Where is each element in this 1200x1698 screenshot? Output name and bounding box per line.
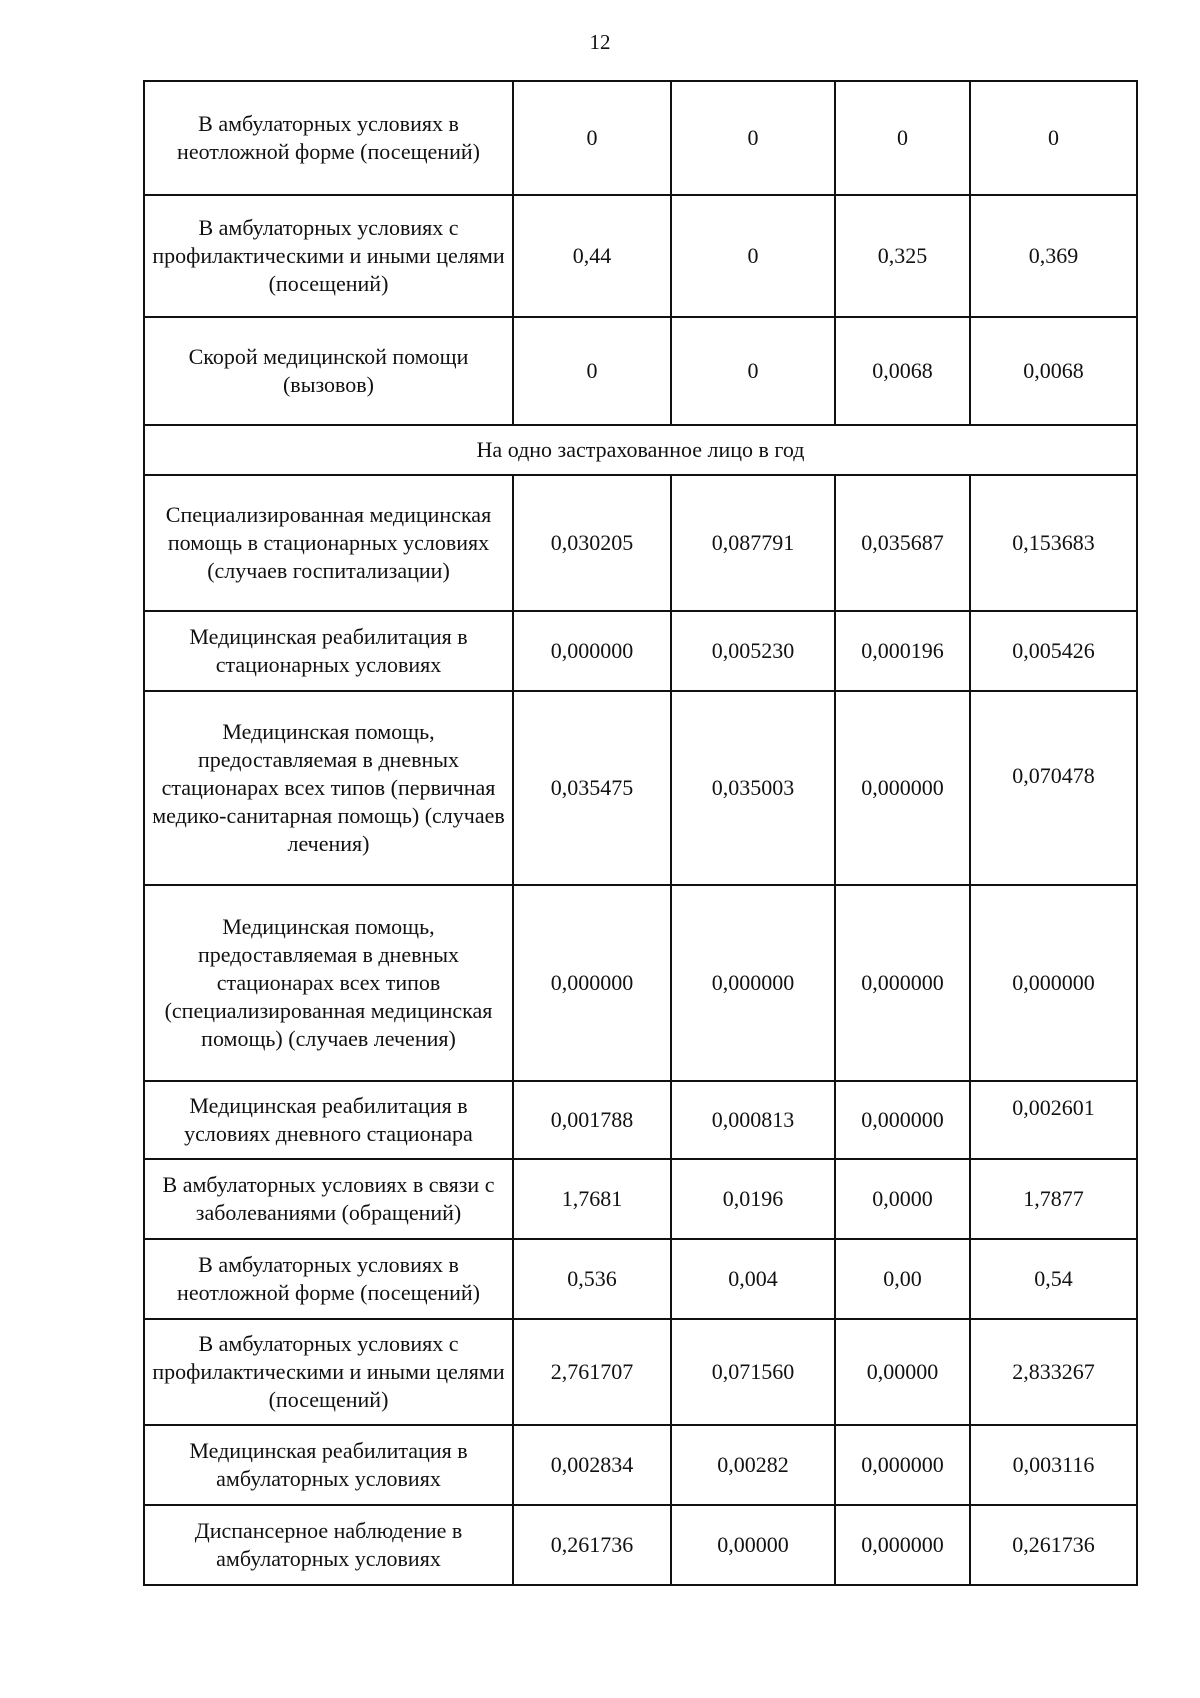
value-cell: 0 xyxy=(671,317,835,425)
value-cell: 0,003116 xyxy=(970,1425,1137,1505)
row-label: Медицинская помощь, предоставляемая в дневных стационарах всех типов (первичная медико-санитарная помощь) (случаев лечения) xyxy=(144,691,513,885)
page-number: 12 xyxy=(589,30,611,54)
value-cell: 1,7681 xyxy=(513,1159,671,1239)
value-cell: 0,44 xyxy=(513,195,671,317)
row-label: В амбулаторных условиях в неотложной форме (посещений) xyxy=(144,81,513,195)
value-cell: 0,005230 xyxy=(671,611,835,691)
value-cell: 0,0000 xyxy=(835,1159,970,1239)
table-row xyxy=(144,195,1137,317)
value-cell: 0,035475 xyxy=(513,691,671,885)
indicators-table xyxy=(143,80,1138,1586)
value-cell: 0,000000 xyxy=(835,1081,970,1159)
table-row xyxy=(144,1081,1137,1159)
value-cell: 0,0068 xyxy=(970,317,1137,425)
table-row xyxy=(144,81,1137,195)
table-row xyxy=(144,885,1137,1081)
value-cell: 0,000813 xyxy=(671,1081,835,1159)
table-row xyxy=(144,691,1137,885)
value-cell: 2,761707 xyxy=(513,1319,671,1425)
table-row xyxy=(144,1505,1137,1585)
value-cell: 0,54 xyxy=(970,1239,1137,1319)
value-cell: 0,005426 xyxy=(970,611,1137,691)
value-cell: 0,261736 xyxy=(970,1505,1137,1585)
row-label: Медицинская реабилитация в условиях дневного стационара xyxy=(144,1081,513,1159)
value-cell: 0,325 xyxy=(835,195,970,317)
value-cell: 0 xyxy=(671,195,835,317)
value-cell: 0,000000 xyxy=(835,1425,970,1505)
value-cell: 0,087791 xyxy=(671,475,835,611)
table-row xyxy=(144,317,1137,425)
row-label: Специализированная медицинская помощь в стационарных условиях (случаев госпитализации) xyxy=(144,475,513,611)
value-cell: 0 xyxy=(513,81,671,195)
value-cell: 0,000000 xyxy=(835,885,970,1081)
section-header-row xyxy=(144,425,1137,475)
value-cell xyxy=(970,1081,1137,1159)
table-row xyxy=(144,1425,1137,1505)
value-cell xyxy=(970,691,1137,885)
row-label: В амбулаторных условиях с профилактическими и иными целями (посещений) xyxy=(144,195,513,317)
row-label: Медицинская помощь, предоставляемая в дневных стационарах всех типов (специализированная медицинская помощь) (случаев лечения) xyxy=(144,885,513,1081)
value-text: 0,002601 xyxy=(1012,1095,1095,1121)
row-label: Медицинская реабилитация в стационарных условиях xyxy=(144,611,513,691)
value-cell: 2,833267 xyxy=(970,1319,1137,1425)
value-cell: 0,00000 xyxy=(835,1319,970,1425)
table-row xyxy=(144,1319,1137,1425)
value-cell: 0,071560 xyxy=(671,1319,835,1425)
value-cell: 0,00282 xyxy=(671,1425,835,1505)
value-cell: 0,000000 xyxy=(835,1505,970,1585)
value-cell: 0,000000 xyxy=(970,885,1137,1081)
value-text: 0,070478 xyxy=(1012,763,1095,789)
value-cell: 0 xyxy=(671,81,835,195)
value-cell: 0 xyxy=(513,317,671,425)
value-cell: 0,536 xyxy=(513,1239,671,1319)
table-row xyxy=(144,1159,1137,1239)
table-row xyxy=(144,475,1137,611)
value-cell: 0,0196 xyxy=(671,1159,835,1239)
value-cell: 0,000196 xyxy=(835,611,970,691)
section-header: На одно застрахованное лицо в год xyxy=(144,425,1137,475)
value-cell: 0,00000 xyxy=(671,1505,835,1585)
table-row xyxy=(144,1239,1137,1319)
value-cell: 0,001788 xyxy=(513,1081,671,1159)
value-cell: 0 xyxy=(970,81,1137,195)
value-cell: 0,369 xyxy=(970,195,1137,317)
value-cell: 0,261736 xyxy=(513,1505,671,1585)
table-row xyxy=(144,611,1137,691)
value-cell: 0,030205 xyxy=(513,475,671,611)
value-cell: 0,035687 xyxy=(835,475,970,611)
value-cell: 0,000000 xyxy=(513,885,671,1081)
value-cell: 0,035003 xyxy=(671,691,835,885)
row-label: В амбулаторных условиях с профилактическими и иными целями (посещений) xyxy=(144,1319,513,1425)
value-cell: 0,004 xyxy=(671,1239,835,1319)
value-cell: 0,000000 xyxy=(835,691,970,885)
row-label: Медицинская реабилитация в амбулаторных условиях xyxy=(144,1425,513,1505)
value-cell: 0,000000 xyxy=(513,611,671,691)
value-cell: 0,000000 xyxy=(671,885,835,1081)
row-label: В амбулаторных условиях в связи с заболеваниями (обращений) xyxy=(144,1159,513,1239)
row-label: Диспансерное наблюдение в амбулаторных условиях xyxy=(144,1505,513,1585)
value-cell: 0,002834 xyxy=(513,1425,671,1505)
value-cell: 0 xyxy=(835,81,970,195)
value-cell: 1,7877 xyxy=(970,1159,1137,1239)
value-cell: 0,153683 xyxy=(970,475,1137,611)
row-label: Скорой медицинской помощи (вызовов) xyxy=(144,317,513,425)
value-cell: 0,00 xyxy=(835,1239,970,1319)
row-label: В амбулаторных условиях в неотложной форме (посещений) xyxy=(144,1239,513,1319)
value-cell: 0,0068 xyxy=(835,317,970,425)
